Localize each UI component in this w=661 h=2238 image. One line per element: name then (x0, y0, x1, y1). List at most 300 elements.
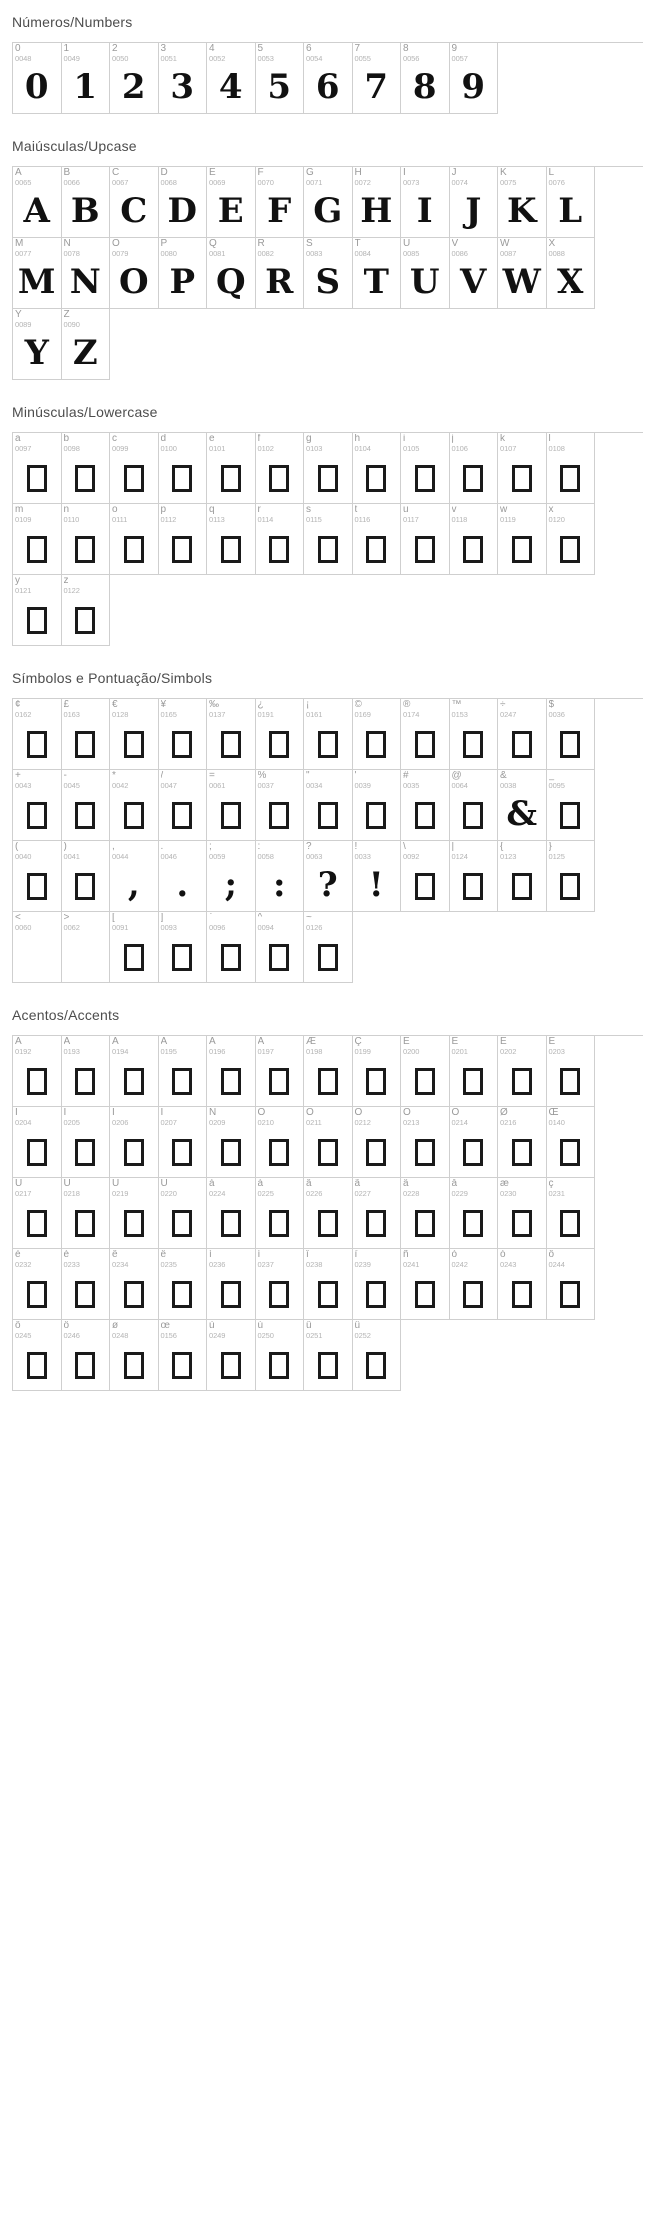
glyph-meta (13, 238, 61, 258)
glyph-cell[interactable] (110, 1178, 159, 1249)
glyph-cell[interactable] (450, 504, 499, 575)
glyph-cell[interactable] (207, 1320, 256, 1391)
glyph-char-label: r (257, 505, 261, 515)
glyph-code-label: 0078 (63, 249, 80, 258)
missing-glyph-icon (27, 1281, 47, 1308)
glyph-meta (401, 238, 449, 258)
glyph-meta (62, 1249, 110, 1269)
glyph-meta (256, 841, 304, 861)
glyph-preview: G (313, 191, 343, 231)
glyph-cell[interactable] (110, 912, 159, 983)
glyph-code-label: 0053 (257, 54, 274, 63)
glyph-cell[interactable] (304, 1249, 353, 1320)
glyph-meta (547, 238, 595, 258)
glyph-cell[interactable] (62, 1320, 111, 1391)
glyph-code-label: 0102 (257, 444, 274, 453)
glyph-char-label: à (209, 1179, 215, 1189)
glyph-cell[interactable] (547, 1249, 596, 1320)
glyph-cell[interactable] (62, 1178, 111, 1249)
glyph-cell[interactable] (498, 699, 547, 770)
glyph-meta (256, 433, 304, 453)
glyph-cell[interactable] (207, 1036, 256, 1107)
glyph-char-label: 0 (15, 44, 21, 54)
glyph-cell[interactable] (256, 1178, 305, 1249)
glyph-cell[interactable] (207, 1249, 256, 1320)
glyph-cell[interactable] (13, 167, 62, 238)
glyph-cell[interactable] (159, 770, 208, 841)
glyph-code-label: 0122 (63, 586, 80, 595)
glyph-char-label: ø (112, 1321, 119, 1331)
glyph-char-label: ô (548, 1250, 555, 1260)
glyph-cell[interactable] (159, 43, 208, 114)
glyph-char-label: } (548, 842, 552, 852)
glyph-cell[interactable] (13, 309, 62, 380)
glyph-char-label: R (257, 239, 265, 249)
glyph-preview: I (416, 191, 433, 231)
glyph-cell[interactable] (159, 1107, 208, 1178)
glyph-cell[interactable] (13, 912, 62, 983)
glyph-code-label: 0218 (63, 1189, 80, 1198)
glyph-cell[interactable] (110, 1107, 159, 1178)
glyph-code-label: 0251 (306, 1331, 323, 1340)
glyph-code-label: 0070 (257, 178, 274, 187)
glyph-cell[interactable] (450, 1107, 499, 1178)
glyph-cell[interactable] (62, 1036, 111, 1107)
glyph-cell[interactable] (207, 433, 256, 504)
glyph-char-label: ` (209, 913, 213, 923)
glyph-cell[interactable] (304, 167, 353, 238)
glyph-code-label: 0209 (209, 1118, 226, 1127)
glyph-cell[interactable] (159, 167, 208, 238)
glyph-char-label: X (548, 239, 556, 249)
glyph-cell[interactable] (304, 699, 353, 770)
missing-glyph-icon (75, 1139, 95, 1166)
glyph-cell[interactable] (110, 43, 159, 114)
glyph-meta (159, 1178, 207, 1198)
glyph-cell[interactable] (498, 504, 547, 575)
missing-glyph-icon (512, 465, 532, 492)
glyph-cell[interactable] (353, 1249, 402, 1320)
glyph-meta (110, 699, 158, 719)
glyph-code-label: 0110 (63, 515, 80, 524)
glyph-code-label: 0229 (451, 1189, 468, 1198)
glyph-cell[interactable] (304, 238, 353, 309)
glyph-cell[interactable] (62, 841, 111, 912)
glyph-cell[interactable] (353, 433, 402, 504)
glyph-cell[interactable] (450, 770, 499, 841)
glyph-cell[interactable] (13, 699, 62, 770)
missing-glyph-icon (415, 802, 435, 829)
glyph-cell[interactable] (256, 841, 305, 912)
glyph-cell[interactable] (62, 504, 111, 575)
glyph-cell[interactable] (110, 699, 159, 770)
glyph-char-label: ¢ (15, 700, 21, 710)
glyph-cell[interactable] (304, 770, 353, 841)
missing-glyph-icon (27, 465, 47, 492)
glyph-char-label: © (354, 700, 362, 710)
glyph-code-label: 0140 (548, 1118, 565, 1127)
glyph-cell[interactable] (159, 841, 208, 912)
glyph-preview: V (460, 262, 487, 302)
glyph-cell[interactable] (110, 238, 159, 309)
glyph-cell[interactable] (256, 1036, 305, 1107)
missing-glyph-icon (27, 536, 47, 563)
glyph-cell[interactable] (62, 433, 111, 504)
glyph-cell[interactable] (13, 1249, 62, 1320)
glyph-cell[interactable] (401, 43, 450, 114)
glyph-cell[interactable] (159, 433, 208, 504)
glyph-cell[interactable] (547, 167, 596, 238)
missing-glyph-icon (75, 1352, 95, 1379)
glyph-char-label: ¥ (160, 700, 167, 710)
missing-glyph-icon (512, 1068, 532, 1095)
glyph-grid (12, 166, 643, 380)
glyph-meta (450, 433, 498, 453)
glyph-char-label: Ó (306, 1108, 314, 1118)
glyph-code-label: 0228 (403, 1189, 420, 1198)
glyph-cell[interactable] (62, 238, 111, 309)
glyph-meta (450, 770, 498, 790)
glyph-cell[interactable] (401, 699, 450, 770)
glyph-code-label: 0041 (63, 852, 80, 861)
glyph-cell[interactable] (13, 1036, 62, 1107)
glyph-char-label: O (112, 239, 120, 249)
glyph-cell[interactable] (547, 1107, 596, 1178)
glyph-cell[interactable] (207, 1107, 256, 1178)
glyph-cell[interactable] (401, 238, 450, 309)
glyph-cell[interactable] (207, 770, 256, 841)
glyph-preview: H (360, 191, 393, 231)
glyph-char-label: { (500, 842, 504, 852)
glyph-char-label: ú (257, 1321, 264, 1331)
missing-glyph-icon (415, 1068, 435, 1095)
missing-glyph-icon (75, 1068, 95, 1095)
glyph-meta (498, 770, 546, 790)
glyph-cell[interactable] (353, 1178, 402, 1249)
glyph-cell[interactable] (207, 699, 256, 770)
glyph-meta (159, 912, 207, 932)
glyph-cell[interactable] (401, 167, 450, 238)
glyph-cell[interactable] (498, 1107, 547, 1178)
glyph-cell[interactable] (401, 770, 450, 841)
glyph-char-label: 5 (257, 44, 264, 54)
glyph-code-label: 0064 (451, 781, 468, 790)
glyph-cell[interactable] (304, 433, 353, 504)
glyph-cell[interactable] (256, 912, 305, 983)
glyph-cell[interactable] (256, 43, 305, 114)
glyph-code-label: 0245 (15, 1331, 32, 1340)
glyph-cell[interactable] (353, 504, 402, 575)
glyph-cell[interactable] (401, 841, 450, 912)
glyph-cell[interactable] (450, 841, 499, 912)
glyph-code-label: 0095 (548, 781, 565, 790)
glyph-char-label: f (257, 434, 261, 444)
glyph-preview: K (506, 191, 537, 231)
glyph-cell[interactable] (450, 699, 499, 770)
glyph-cell[interactable] (547, 841, 596, 912)
glyph-cell[interactable] (498, 238, 547, 309)
glyph-meta (110, 1320, 158, 1340)
glyph-meta (207, 167, 255, 187)
glyph-cell[interactable] (13, 770, 62, 841)
glyph-meta (547, 167, 595, 187)
glyph-cell[interactable] (547, 699, 596, 770)
glyph-cell[interactable] (498, 1178, 547, 1249)
glyph-cell[interactable] (159, 238, 208, 309)
glyph-cell[interactable] (256, 238, 305, 309)
glyph-char-label: u (403, 505, 409, 515)
glyph-preview: F (267, 191, 292, 231)
glyph-cell[interactable] (62, 1107, 111, 1178)
glyph-cell[interactable] (110, 433, 159, 504)
glyph-meta (547, 1036, 595, 1056)
glyph-char-label: ) (63, 842, 67, 852)
glyph-cell[interactable] (159, 1320, 208, 1391)
glyph-char-label: ! (354, 842, 358, 852)
glyph-char-label: ( (15, 842, 19, 852)
glyph-char-label: g (306, 434, 312, 444)
missing-glyph-icon (463, 873, 483, 900)
glyph-cell[interactable] (159, 699, 208, 770)
glyph-cell[interactable] (256, 167, 305, 238)
glyph-cell[interactable] (304, 1036, 353, 1107)
glyph-cell[interactable] (401, 1036, 450, 1107)
glyph-char-label: £ (63, 700, 70, 710)
missing-glyph-icon (172, 731, 192, 758)
glyph-char-label: + (15, 771, 21, 781)
glyph-cell[interactable] (498, 433, 547, 504)
glyph-meta (110, 238, 158, 258)
missing-glyph-icon (269, 1352, 289, 1379)
glyph-meta (110, 1036, 158, 1056)
glyph-cell[interactable] (256, 433, 305, 504)
glyph-cell[interactable] (62, 699, 111, 770)
glyph-cell[interactable] (207, 238, 256, 309)
glyph-code-label: 0243 (500, 1260, 517, 1269)
glyph-char-label: # (403, 771, 409, 781)
glyph-meta (256, 1178, 304, 1198)
glyph-cell[interactable] (13, 1320, 62, 1391)
glyph-cell[interactable] (304, 1178, 353, 1249)
glyph-cell[interactable] (450, 1178, 499, 1249)
missing-glyph-icon (172, 802, 192, 829)
glyph-cell[interactable] (353, 238, 402, 309)
missing-glyph-icon (318, 1139, 338, 1166)
glyph-meta (353, 1249, 401, 1269)
glyph-cell[interactable] (207, 841, 256, 912)
glyph-cell[interactable] (13, 1107, 62, 1178)
missing-glyph-icon (221, 1352, 241, 1379)
glyph-cell[interactable] (353, 43, 402, 114)
glyph-cell[interactable] (498, 1249, 547, 1320)
glyph-code-label: 0033 (354, 852, 371, 861)
glyph-code-label: 0077 (15, 249, 32, 258)
glyph-code-label: 0244 (548, 1260, 565, 1269)
glyph-cell[interactable] (256, 770, 305, 841)
glyph-cell[interactable] (256, 504, 305, 575)
glyph-meta (353, 1320, 401, 1340)
glyph-meta (159, 1107, 207, 1127)
glyph-char-label: % (257, 771, 267, 781)
glyph-char-label: z (63, 576, 69, 586)
glyph-cell[interactable] (62, 912, 111, 983)
glyph-cell[interactable] (13, 1178, 62, 1249)
missing-glyph-icon (27, 607, 47, 634)
glyph-cell[interactable] (353, 167, 402, 238)
glyph-grid (12, 432, 643, 646)
glyph-cell[interactable] (110, 841, 159, 912)
glyph-cell[interactable] (62, 43, 111, 114)
glyph-meta (353, 1178, 401, 1198)
glyph-cell[interactable] (547, 1178, 596, 1249)
glyph-meta (498, 1178, 546, 1198)
glyph-cell[interactable] (159, 504, 208, 575)
glyph-cell[interactable] (110, 1249, 159, 1320)
glyph-cell[interactable] (450, 1249, 499, 1320)
missing-glyph-icon (172, 1352, 192, 1379)
missing-glyph-icon (124, 944, 144, 971)
glyph-char-label: p (160, 505, 167, 515)
glyph-cell[interactable] (353, 1107, 402, 1178)
glyph-cell[interactable] (207, 912, 256, 983)
glyph-cell[interactable] (304, 1320, 353, 1391)
glyph-code-label: 0049 (63, 54, 80, 63)
glyph-cell[interactable] (547, 433, 596, 504)
glyph-cell[interactable] (401, 1249, 450, 1320)
glyph-char-label: V (451, 239, 459, 249)
glyph-cell[interactable] (498, 841, 547, 912)
glyph-meta (498, 433, 546, 453)
glyph-meta (62, 167, 110, 187)
glyph-cell[interactable] (13, 841, 62, 912)
glyph-char-label: c (112, 434, 117, 444)
missing-glyph-icon (366, 536, 386, 563)
glyph-cell[interactable] (498, 167, 547, 238)
glyph-cell[interactable] (547, 238, 596, 309)
glyph-cell[interactable] (304, 43, 353, 114)
glyph-cell[interactable] (207, 504, 256, 575)
glyph-code-label: 0203 (548, 1047, 565, 1056)
glyph-cell[interactable] (110, 1036, 159, 1107)
glyph-meta (401, 504, 449, 524)
glyph-preview: L (558, 191, 583, 231)
glyph-cell[interactable] (62, 167, 111, 238)
glyph-cell[interactable] (304, 1107, 353, 1178)
glyph-cell[interactable] (159, 1249, 208, 1320)
glyph-cell[interactable] (353, 1036, 402, 1107)
glyph-cell[interactable] (304, 841, 353, 912)
glyph-cell[interactable] (13, 504, 62, 575)
glyph-cell[interactable] (401, 1107, 450, 1178)
glyph-cell[interactable] (304, 912, 353, 983)
glyph-cell[interactable] (207, 167, 256, 238)
glyph-code-label: 0048 (15, 54, 32, 63)
glyph-cell[interactable] (13, 575, 62, 646)
glyph-char-label: _ (548, 771, 555, 781)
glyph-cell[interactable] (159, 1178, 208, 1249)
glyph-char-label: F (257, 168, 264, 178)
glyph-char-label: Ô (354, 1108, 363, 1118)
glyph-cell[interactable] (159, 912, 208, 983)
glyph-cell[interactable] (401, 504, 450, 575)
glyph-cell[interactable] (547, 770, 596, 841)
glyph-cell[interactable] (159, 1036, 208, 1107)
glyph-code-label: 0061 (209, 781, 226, 790)
glyph-code-label: 0038 (500, 781, 517, 790)
glyph-code-label: 0212 (354, 1118, 371, 1127)
glyph-cell[interactable] (62, 575, 111, 646)
glyph-cell[interactable] (450, 433, 499, 504)
glyph-char-label: h (354, 434, 361, 444)
glyph-code-label: 0204 (15, 1118, 32, 1127)
glyph-cell[interactable] (353, 699, 402, 770)
glyph-char-label: ÷ (500, 700, 506, 710)
missing-glyph-icon (269, 536, 289, 563)
glyph-cell[interactable] (110, 167, 159, 238)
glyph-cell[interactable] (110, 770, 159, 841)
glyph-code-label: 0234 (112, 1260, 129, 1269)
glyph-cell[interactable] (256, 699, 305, 770)
glyph-cell[interactable] (207, 1178, 256, 1249)
glyph-cell[interactable] (110, 1320, 159, 1391)
glyph-cell[interactable] (13, 238, 62, 309)
glyph-cell[interactable] (450, 167, 499, 238)
glyph-cell[interactable] (353, 770, 402, 841)
glyph-code-label: 0111 (112, 515, 128, 524)
glyph-cell[interactable] (304, 504, 353, 575)
glyph-char-label: É (451, 1037, 459, 1047)
glyph-char-label: > (63, 913, 70, 923)
glyph-char-label: Ù (15, 1179, 23, 1189)
missing-glyph-icon (318, 944, 338, 971)
glyph-cell[interactable] (110, 504, 159, 575)
glyph-cell[interactable] (13, 433, 62, 504)
glyph-cell[interactable] (498, 770, 547, 841)
missing-glyph-icon (560, 802, 580, 829)
glyph-code-label: 0238 (306, 1260, 323, 1269)
glyph-cell[interactable] (353, 841, 402, 912)
glyph-cell[interactable] (498, 1036, 547, 1107)
glyph-cell[interactable] (547, 1036, 596, 1107)
missing-glyph-icon (463, 1281, 483, 1308)
glyph-meta (207, 238, 255, 258)
glyph-cell[interactable] (62, 1249, 111, 1320)
glyph-preview: S (315, 262, 341, 302)
glyph-cell[interactable] (450, 43, 499, 114)
glyph-cell[interactable] (353, 1320, 402, 1391)
glyph-cell[interactable] (207, 43, 256, 114)
glyph-cell[interactable] (13, 43, 62, 114)
glyph-cell[interactable] (401, 1178, 450, 1249)
glyph-cell[interactable] (401, 433, 450, 504)
glyph-cell[interactable] (256, 1107, 305, 1178)
glyph-cell[interactable] (256, 1320, 305, 1391)
missing-glyph-icon (172, 944, 192, 971)
glyph-meta (62, 43, 110, 63)
glyph-cell[interactable] (547, 504, 596, 575)
glyph-cell[interactable] (62, 309, 111, 380)
glyph-meta (353, 699, 401, 719)
glyph-code-label: 0230 (500, 1189, 517, 1198)
glyph-char-label: " (306, 771, 310, 781)
glyph-cell[interactable] (450, 1036, 499, 1107)
glyph-cell[interactable] (256, 1249, 305, 1320)
glyph-cell[interactable] (62, 770, 111, 841)
glyph-cell[interactable] (450, 238, 499, 309)
missing-glyph-icon (27, 1139, 47, 1166)
missing-glyph-icon (221, 1210, 241, 1237)
glyph-meta (256, 43, 304, 63)
